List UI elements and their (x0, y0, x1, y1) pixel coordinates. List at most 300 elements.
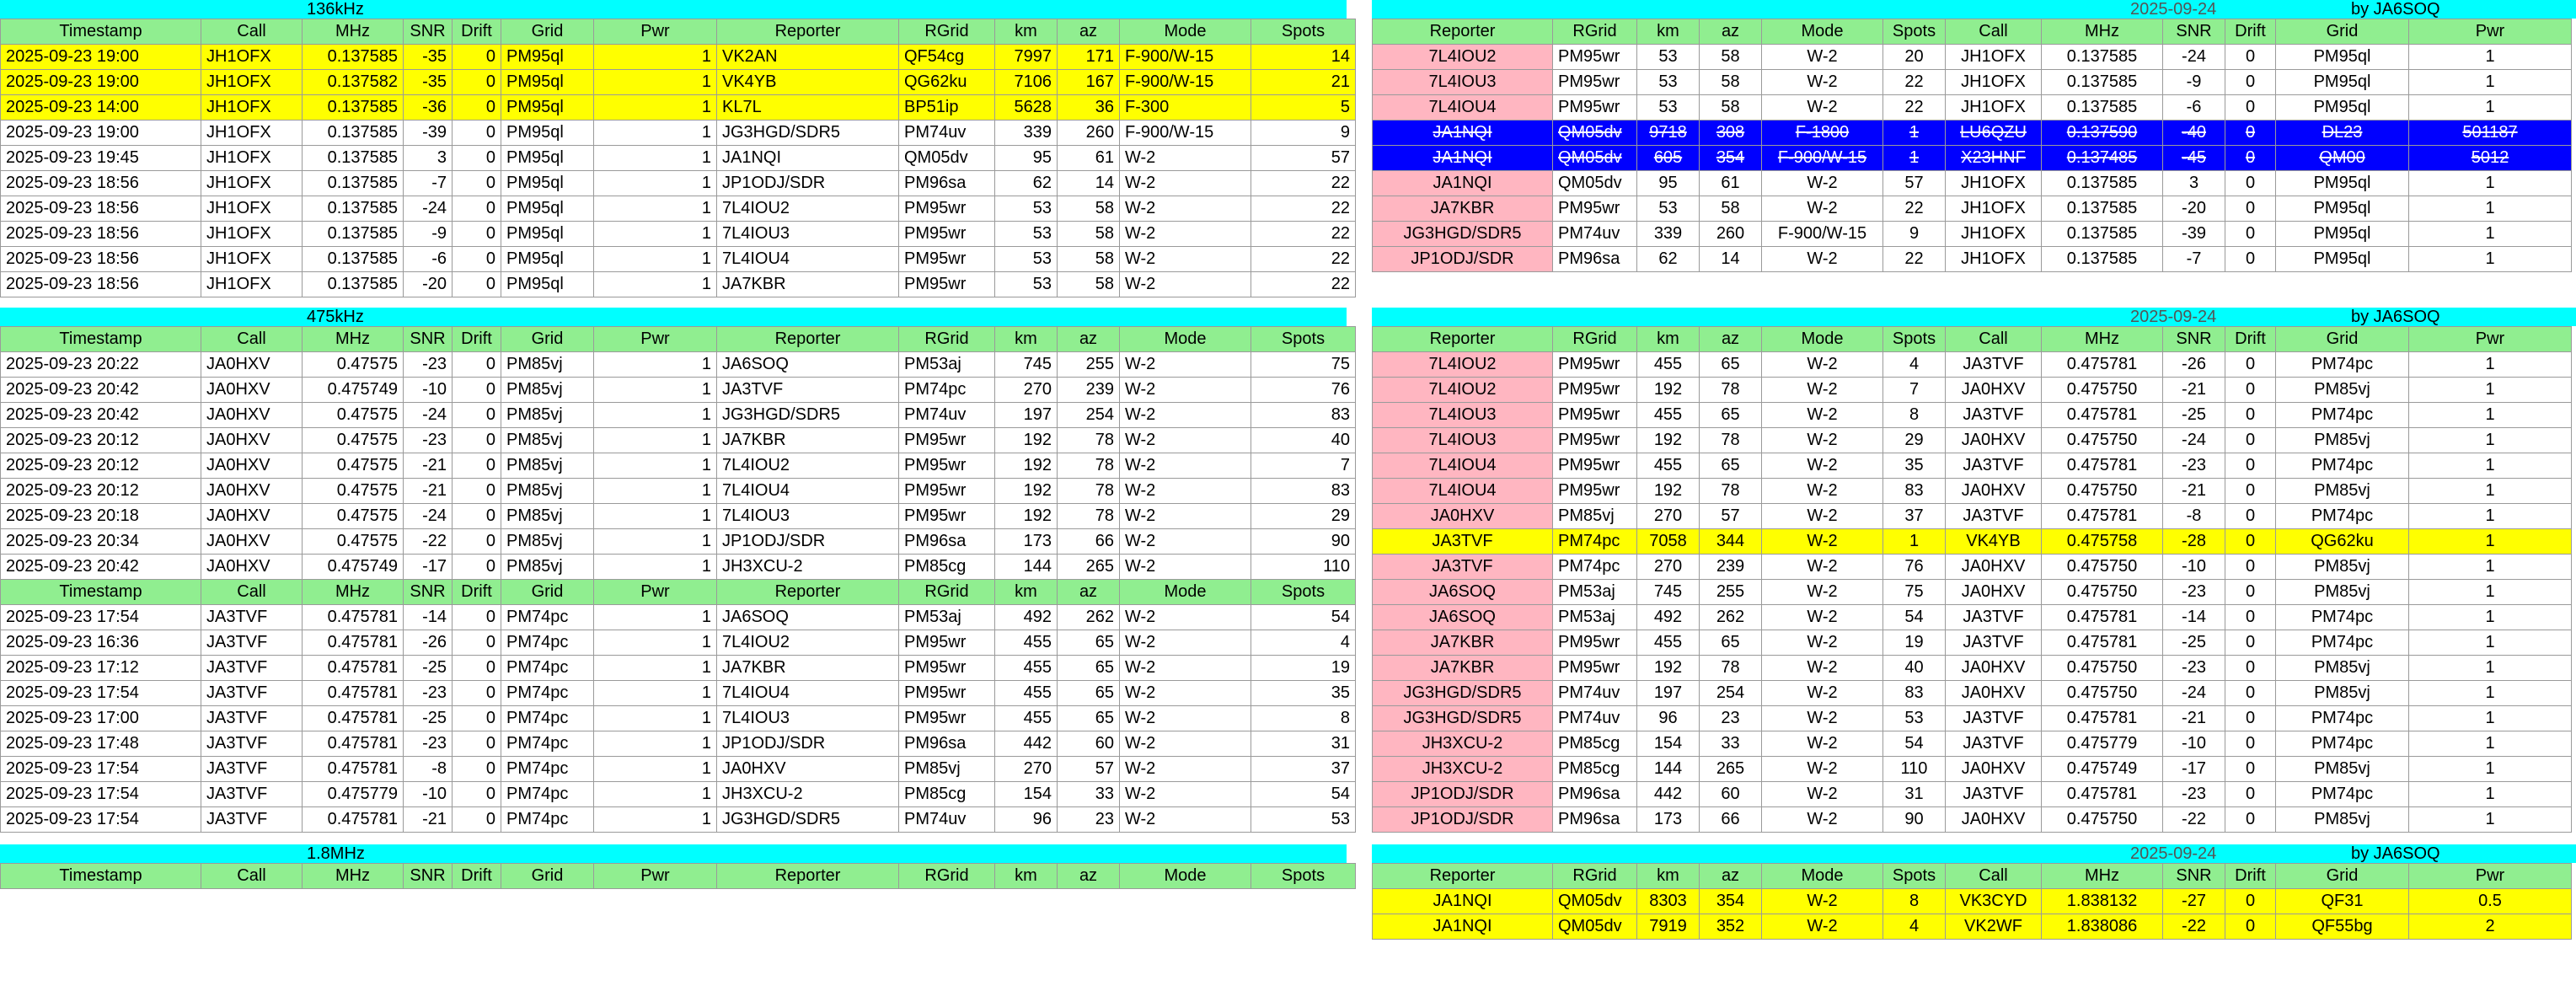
column-header[interactable]: MHz (303, 864, 404, 889)
table-cell: 1 (594, 121, 717, 146)
column-header[interactable]: MHz (303, 580, 404, 605)
column-header[interactable]: Drift (2225, 864, 2276, 889)
column-header[interactable]: Pwr (594, 19, 717, 45)
column-header[interactable]: MHz (2042, 864, 2163, 889)
table-cell: 57 (1700, 504, 1762, 529)
column-header[interactable]: Reporter (717, 864, 899, 889)
column-header[interactable]: Grid (2276, 864, 2409, 889)
table-cell: F-900/W-15 (1762, 146, 1883, 171)
table-cell: PM74uv (899, 403, 995, 428)
table-row[interactable] (1, 196, 1356, 222)
table-cell: 0 (453, 95, 501, 121)
report-date: 2025-09-24 (2130, 308, 2217, 326)
table-row[interactable] (1, 352, 1356, 378)
table-cell: 2025-09-23 20:22 (1, 352, 201, 378)
table-cell: 0 (2225, 656, 2276, 681)
table-cell: 0 (2225, 731, 2276, 757)
table-cell: JH1OFX (201, 171, 303, 196)
reporter-cell: JA3TVF (1373, 555, 1553, 580)
table-cell: 1 (2409, 681, 2572, 706)
table-cell: PM85vj (2276, 555, 2409, 580)
column-header[interactable]: Grid (2276, 19, 2409, 45)
table-row[interactable] (1373, 352, 2572, 378)
column-header[interactable]: Reporter (1373, 327, 1553, 352)
column-header[interactable]: Mode (1762, 327, 1883, 352)
table-cell: 65 (1058, 706, 1120, 731)
table-row[interactable] (1373, 479, 2572, 504)
column-header[interactable]: az (1700, 864, 1762, 889)
column-header[interactable]: Pwr (594, 327, 717, 352)
table-cell: -10 (404, 782, 453, 807)
reporter-cell: JA1NQI (1373, 146, 1553, 171)
table-cell: W-2 (1120, 656, 1251, 681)
column-header[interactable]: Spots (1883, 864, 1946, 889)
table-cell: -24 (2163, 681, 2225, 706)
table-cell: 0 (453, 706, 501, 731)
table-row[interactable] (1373, 428, 2572, 453)
table-row[interactable] (1, 453, 1356, 479)
table-row[interactable] (1, 757, 1356, 782)
column-header[interactable]: Call (1946, 864, 2042, 889)
column-header[interactable]: Drift (453, 864, 501, 889)
table-cell: PM95wr (899, 479, 995, 504)
table-cell: -24 (404, 504, 453, 529)
column-header[interactable]: Spots (1251, 19, 1356, 45)
table-cell: JA3TVF (201, 605, 303, 630)
column-header[interactable]: Pwr (594, 864, 717, 889)
table-cell: QM05dv (1553, 914, 1637, 940)
column-header[interactable]: az (1058, 864, 1120, 889)
column-header[interactable]: km (1637, 864, 1700, 889)
column-header[interactable]: km (1637, 19, 1700, 45)
table-cell: DL23 (2276, 121, 2409, 146)
table-cell: 110 (1883, 757, 1946, 782)
column-header[interactable]: Mode (1120, 327, 1251, 352)
column-header[interactable]: Drift (453, 580, 501, 605)
table-row[interactable] (1373, 45, 2572, 70)
table-cell: 1 (2409, 529, 2572, 555)
column-header[interactable]: Call (201, 327, 303, 352)
table-cell: 745 (995, 352, 1058, 378)
column-header[interactable]: SNR (404, 864, 453, 889)
table-row[interactable] (1373, 146, 2572, 171)
table-cell: 65 (1058, 681, 1120, 706)
table-cell: -14 (404, 605, 453, 630)
table-cell: 1 (594, 555, 717, 580)
table-cell: 29 (1251, 504, 1356, 529)
table-cell: 0.475779 (303, 782, 404, 807)
table-cell: 1 (2409, 95, 2572, 121)
column-header[interactable]: Mode (1120, 580, 1251, 605)
table-cell: PM95wr (899, 453, 995, 479)
column-header[interactable]: RGrid (899, 864, 995, 889)
table-row[interactable] (1, 428, 1356, 453)
table-cell: 605 (1637, 146, 1700, 171)
table-row[interactable] (1373, 706, 2572, 731)
table-row[interactable] (1, 171, 1356, 196)
column-header[interactable]: Mode (1762, 864, 1883, 889)
table-row[interactable] (1373, 914, 2572, 940)
table-cell: PM95wr (899, 630, 995, 656)
table-cell: -7 (404, 171, 453, 196)
column-header[interactable]: MHz (2042, 19, 2163, 45)
table-row[interactable] (1373, 630, 2572, 656)
table-cell: JH3XCU-2 (717, 782, 899, 807)
table-row[interactable] (1, 403, 1356, 428)
table-cell: PM95wr (899, 656, 995, 681)
column-header[interactable]: SNR (404, 580, 453, 605)
table-cell: 78 (1058, 428, 1120, 453)
table-cell: 352 (1700, 914, 1762, 940)
column-header[interactable]: Drift (453, 327, 501, 352)
table-row[interactable] (1, 121, 1356, 146)
table-cell: PM85vj (2276, 378, 2409, 403)
table-cell: 83 (1883, 681, 1946, 706)
column-header[interactable]: km (1637, 327, 1700, 352)
table-cell: JG3HGD/SDR5 (717, 121, 899, 146)
column-header[interactable]: km (995, 580, 1058, 605)
table-cell: F-900/W-15 (1120, 70, 1251, 95)
table-cell: PM74pc (501, 757, 594, 782)
column-header[interactable]: Call (1946, 327, 2042, 352)
table-row[interactable] (1, 146, 1356, 171)
table-row[interactable] (1373, 555, 2572, 580)
table-cell: PM96sa (899, 171, 995, 196)
table-cell: -39 (404, 121, 453, 146)
column-header[interactable]: az (1700, 327, 1762, 352)
table-cell: -9 (404, 222, 453, 247)
column-header[interactable]: RGrid (899, 580, 995, 605)
column-header[interactable]: MHz (303, 327, 404, 352)
reporter-cell: JG3HGD/SDR5 (1373, 681, 1553, 706)
table-cell: 78 (1058, 504, 1120, 529)
table-cell: PM53aj (899, 352, 995, 378)
table-cell: 60 (1700, 782, 1762, 807)
table-cell: 1 (594, 70, 717, 95)
table-cell: -23 (2163, 782, 2225, 807)
table-row[interactable] (1, 504, 1356, 529)
column-header[interactable]: km (995, 327, 1058, 352)
table-row[interactable] (1, 222, 1356, 247)
table-cell: 54 (1251, 605, 1356, 630)
table-row[interactable] (1, 247, 1356, 272)
table-cell: -23 (2163, 580, 2225, 605)
table-cell: 35 (1883, 453, 1946, 479)
table-cell: PM74pc (899, 378, 995, 403)
table-cell: 0.47575 (303, 403, 404, 428)
table-cell: 144 (1637, 757, 1700, 782)
table-row[interactable] (1, 70, 1356, 95)
table-row[interactable] (1373, 247, 2572, 272)
column-header[interactable]: Pwr (594, 580, 717, 605)
table-row[interactable] (1, 555, 1356, 580)
column-header[interactable]: Spots (1883, 327, 1946, 352)
table-cell: 0.475750 (2042, 555, 2163, 580)
column-header[interactable]: RGrid (899, 327, 995, 352)
table-row[interactable] (1373, 731, 2572, 757)
column-header[interactable]: SNR (2163, 19, 2225, 45)
table-cell: -23 (404, 352, 453, 378)
table-cell: PM95ql (501, 171, 594, 196)
column-header[interactable]: Grid (501, 19, 594, 45)
table-cell: 58 (1058, 247, 1120, 272)
table-cell: JA0HXV (1946, 479, 2042, 504)
table-cell: PM74pc (2276, 782, 2409, 807)
table-row[interactable] (1, 731, 1356, 757)
column-header[interactable]: Grid (501, 580, 594, 605)
table-cell: W-2 (1120, 731, 1251, 757)
table-cell: 0.5 (2409, 889, 2572, 914)
table-row[interactable] (1, 272, 1356, 297)
report-author: by JA6SOQ (2351, 308, 2440, 326)
table-row[interactable] (1, 479, 1356, 504)
table-cell: 1 (2409, 504, 2572, 529)
table-row[interactable] (1373, 889, 2572, 914)
table-cell: 1 (2409, 807, 2572, 833)
table-cell: 65 (1700, 630, 1762, 656)
table-cell: 1 (594, 731, 717, 757)
table-cell: 1 (1883, 529, 1946, 555)
table-cell: PM74pc (2276, 352, 2409, 378)
column-header[interactable]: az (1058, 19, 1120, 45)
column-header[interactable]: Mode (1120, 19, 1251, 45)
table-cell: JA0HXV (1946, 656, 2042, 681)
table-row[interactable] (1373, 95, 2572, 121)
table-row[interactable] (1373, 656, 2572, 681)
column-header[interactable]: Call (1946, 19, 2042, 45)
table-cell: JA0HXV (201, 453, 303, 479)
table-cell: 239 (1058, 378, 1120, 403)
table-cell: 0 (453, 196, 501, 222)
table-cell: 1 (2409, 453, 2572, 479)
sent-header-row (1, 580, 1356, 605)
table-cell: 40 (1251, 428, 1356, 453)
table-cell: 7L4IOU3 (717, 706, 899, 731)
column-header[interactable]: RGrid (1553, 864, 1637, 889)
table-cell: 0.475750 (2042, 807, 2163, 833)
column-header[interactable]: az (1700, 19, 1762, 45)
table-row[interactable] (1, 681, 1356, 706)
column-header[interactable]: Timestamp (1, 327, 201, 352)
column-header[interactable]: Pwr (2409, 19, 2572, 45)
table-cell: 7 (1883, 378, 1946, 403)
table-cell: 0 (453, 605, 501, 630)
table-cell: JA3TVF (1946, 605, 2042, 630)
table-row[interactable] (1373, 378, 2572, 403)
table-cell: JA3TVF (1946, 630, 2042, 656)
table-cell: 0.137585 (303, 121, 404, 146)
table-cell: 22 (1251, 247, 1356, 272)
table-cell: -17 (404, 555, 453, 580)
column-header[interactable]: Spots (1251, 327, 1356, 352)
table-cell: -8 (404, 757, 453, 782)
column-header[interactable]: Drift (2225, 19, 2276, 45)
table-cell: W-2 (1120, 196, 1251, 222)
table-cell: 65 (1058, 630, 1120, 656)
table-row[interactable] (1, 95, 1356, 121)
table-row[interactable] (1373, 403, 2572, 428)
column-header[interactable]: Spots (1251, 864, 1356, 889)
table-cell: -7 (2163, 247, 2225, 272)
column-header[interactable]: Grid (501, 864, 594, 889)
table-cell: 0 (453, 247, 501, 272)
table-row[interactable] (1373, 529, 2572, 555)
column-header[interactable]: Drift (453, 19, 501, 45)
table-row[interactable] (1373, 504, 2572, 529)
column-header[interactable]: RGrid (899, 19, 995, 45)
column-header[interactable]: Timestamp (1, 580, 201, 605)
table-cell: 1 (594, 757, 717, 782)
column-header[interactable]: Drift (2225, 327, 2276, 352)
table-cell: PM96sa (1553, 807, 1637, 833)
column-header[interactable]: Call (201, 19, 303, 45)
column-header[interactable]: RGrid (1553, 327, 1637, 352)
column-header[interactable]: RGrid (1553, 19, 1637, 45)
table-cell: 7L4IOU4 (717, 681, 899, 706)
table-cell: 53 (1883, 706, 1946, 731)
table-cell: -9 (2163, 70, 2225, 95)
column-header[interactable]: Mode (1120, 864, 1251, 889)
column-header[interactable]: SNR (2163, 327, 2225, 352)
column-header[interactable]: km (995, 19, 1058, 45)
table-row[interactable] (1373, 580, 2572, 605)
table-row[interactable] (1, 782, 1356, 807)
sent-header-row (1, 19, 1356, 45)
column-header[interactable]: Timestamp (1, 19, 201, 45)
column-header[interactable]: Reporter (717, 580, 899, 605)
column-header[interactable]: Timestamp (1, 864, 201, 889)
column-header[interactable]: Reporter (1373, 864, 1553, 889)
table-cell: 53 (1637, 45, 1700, 70)
table-cell: 1 (2409, 45, 2572, 70)
column-header[interactable]: Grid (2276, 327, 2409, 352)
table-cell: 270 (1637, 504, 1700, 529)
table-row[interactable] (1373, 757, 2572, 782)
table-cell: -22 (404, 529, 453, 555)
table-cell: PM95wr (899, 428, 995, 453)
table-cell: W-2 (1120, 453, 1251, 479)
table-cell: 0 (453, 70, 501, 95)
table-cell: JH3XCU-2 (717, 555, 899, 580)
table-row[interactable] (1, 529, 1356, 555)
table-cell: 0 (2225, 146, 2276, 171)
table-cell: 0.137585 (2042, 222, 2163, 247)
table-row[interactable] (1373, 453, 2572, 479)
table-cell: 95 (995, 146, 1058, 171)
table-cell: 66 (1700, 807, 1762, 833)
column-header[interactable]: Call (201, 864, 303, 889)
column-header[interactable]: Reporter (717, 327, 899, 352)
table-cell: 339 (1637, 222, 1700, 247)
column-header[interactable]: Call (201, 580, 303, 605)
table-cell: 58 (1700, 45, 1762, 70)
table-cell: 0 (2225, 681, 2276, 706)
table-cell: 1 (594, 171, 717, 196)
table-cell: JH1OFX (201, 121, 303, 146)
table-cell: 22 (1883, 196, 1946, 222)
spots-received-table (1372, 19, 2572, 272)
column-header[interactable]: MHz (303, 19, 404, 45)
column-header[interactable]: km (995, 864, 1058, 889)
table-row[interactable] (1, 605, 1356, 630)
table-cell: W-2 (1120, 630, 1251, 656)
table-cell: PM95wr (899, 681, 995, 706)
table-cell: 1 (2409, 656, 2572, 681)
table-cell: PM95ql (2276, 171, 2409, 196)
column-header[interactable]: SNR (404, 327, 453, 352)
table-cell: JP1ODJ/SDR (717, 529, 899, 555)
table-row[interactable] (1373, 782, 2572, 807)
table-row[interactable] (1373, 605, 2572, 630)
column-header[interactable]: SNR (404, 19, 453, 45)
table-cell: 442 (1637, 782, 1700, 807)
table-cell: 192 (1637, 428, 1700, 453)
table-cell: JA0HXV (717, 757, 899, 782)
table-cell: PM95ql (501, 45, 594, 70)
table-row[interactable] (1, 45, 1356, 70)
column-header[interactable]: SNR (2163, 864, 2225, 889)
table-cell: W-2 (1762, 529, 1883, 555)
table-cell: W-2 (1120, 222, 1251, 247)
table-cell: 31 (1883, 782, 1946, 807)
table-cell: 2025-09-23 20:42 (1, 378, 201, 403)
table-cell: 53 (995, 272, 1058, 297)
column-header[interactable]: Mode (1762, 19, 1883, 45)
column-header[interactable]: az (1058, 580, 1120, 605)
table-cell: F-900/W-15 (1120, 121, 1251, 146)
table-cell: 22 (1883, 247, 1946, 272)
column-header[interactable]: Spots (1883, 19, 1946, 45)
column-header[interactable]: Pwr (2409, 864, 2572, 889)
column-header[interactable]: Grid (501, 327, 594, 352)
table-row[interactable] (1373, 222, 2572, 247)
table-cell: JG3HGD/SDR5 (717, 807, 899, 833)
column-header[interactable]: Spots (1251, 580, 1356, 605)
table-row[interactable] (1373, 681, 2572, 706)
table-row[interactable] (1373, 807, 2572, 833)
table-row[interactable] (1, 807, 1356, 833)
column-header[interactable]: MHz (2042, 327, 2163, 352)
table-row[interactable] (1, 706, 1356, 731)
table-cell: 4 (1251, 630, 1356, 656)
table-row[interactable] (1, 378, 1356, 403)
table-cell: 60 (1058, 731, 1120, 757)
column-header[interactable]: Reporter (717, 19, 899, 45)
reporter-cell: JG3HGD/SDR5 (1373, 222, 1553, 247)
table-cell: VK4YB (1946, 529, 2042, 555)
table-cell: 7L4IOU3 (717, 504, 899, 529)
table-cell: 0.475779 (2042, 731, 2163, 757)
table-cell: PM95wr (1553, 378, 1637, 403)
table-cell: JH1OFX (201, 70, 303, 95)
table-cell: QM05dv (1553, 146, 1637, 171)
table-row[interactable] (1373, 196, 2572, 222)
table-row[interactable] (1, 656, 1356, 681)
table-cell: W-2 (1120, 378, 1251, 403)
table-row[interactable] (1, 630, 1356, 656)
column-header[interactable]: Pwr (2409, 327, 2572, 352)
table-row[interactable] (1373, 121, 2572, 146)
table-row[interactable] (1373, 70, 2572, 95)
table-row[interactable] (1373, 171, 2572, 196)
column-header[interactable]: Reporter (1373, 19, 1553, 45)
table-cell: 66 (1058, 529, 1120, 555)
reporter-cell: JA3TVF (1373, 529, 1553, 555)
table-cell: 1 (594, 272, 717, 297)
table-cell: W-2 (1762, 630, 1883, 656)
table-cell: 37 (1251, 757, 1356, 782)
column-header[interactable]: az (1058, 327, 1120, 352)
